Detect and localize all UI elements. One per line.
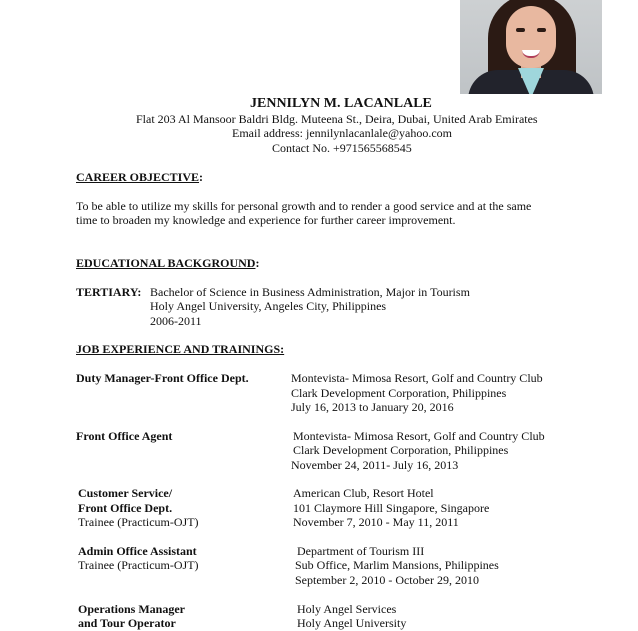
job-5-place-line-2: Holy Angel University [297,616,407,630]
education-heading: EDUCATIONAL BACKGROUND: [76,256,260,270]
job-4-title-line-1: Admin Office Assistant [78,544,197,558]
job-experience-heading: JOB EXPERIENCE AND TRAININGS: [76,342,285,356]
education-years: 2006-2011 [150,314,202,328]
job-1-place-line-2: Clark Development Corporation, Philippines [291,386,507,400]
job-4-trainee-line: Trainee (Practicum-OJT) [78,558,199,572]
job-3-title-line-1: Customer Service/ [78,486,173,500]
job-5-title-line-1: Operations Manager [78,602,185,616]
contact-line: Contact No. +971565568545 [272,141,412,155]
job-1-place-line-1: Montevista- Mimosa Resort, Golf and Country Club [291,371,543,385]
job-2-title: Front Office Agent [76,429,173,443]
email-line: Email address: jennilynlacanlale@yahoo.com [232,126,452,140]
applicant-name: JENNILYN M. LACANLALE [250,96,432,111]
education-degree: Bachelor of Science in Business Administration, Major in Tourism [150,285,470,299]
job-3-place-line-2: 101 Claymore Hill Singapore, Singapore [293,501,490,515]
job-5-place-line-1: Holy Angel Services [297,602,397,616]
education-school: Holy Angel University, Angeles City, Philippines [150,299,387,313]
job-3-title-line-2: Front Office Dept. [78,501,173,515]
job-1-dates: July 16, 2013 to January 20, 2016 [291,400,454,414]
job-2-place-line-1: Montevista- Mimosa Resort, Golf and Country Club [293,429,545,443]
job-4-place-line-2: Sub Office, Marlim Mansions, Philippines [295,558,499,572]
job-3-trainee-line: Trainee (Practicum-OJT) [78,515,199,529]
profile-photo [460,0,602,94]
job-1-title: Duty Manager-Front Office Dept. [76,371,249,385]
job-2-dates: November 24, 2011- July 16, 2013 [291,458,459,472]
objective-text-line-1: To be able to utilize my skills for personal growth and to render a good service and at the same [76,199,532,213]
job-4-dates: September 2, 2010 - October 29, 2010 [295,573,479,587]
job-5-title-line-2: and Tour Operator [78,616,176,630]
job-2-place-line-2: Clark Development Corporation, Philippines [293,443,509,457]
education-level: TERTIARY: [76,285,142,299]
objective-text-line-2: time to broaden my knowledge and experience for further career improvement. [76,213,456,227]
address-line: Flat 203 Al Mansoor Baldri Bldg. Muteena St., Deira, Dubai, United Arab Emirates [136,112,538,126]
job-3-place-line-1: American Club, Resort Hotel [293,486,434,500]
job-4-place-line-1: Department of Tourism III [297,544,425,558]
career-objective-heading: CAREER OBJECTIVE: [76,170,204,184]
job-3-dates: November 7, 2010 - May 11, 2011 [293,515,459,529]
